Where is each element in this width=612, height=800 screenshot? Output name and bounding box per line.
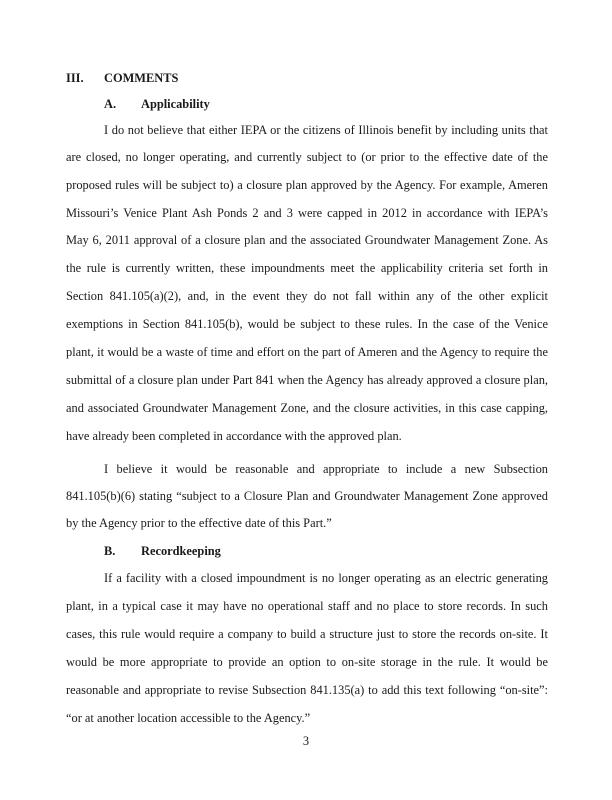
paragraph-line: the rule is currently written, these impoundments meet the applicability criteria set forth in xyxy=(66,261,548,275)
paragraph-line: exemptions in Section 841.105(b), would be subject to these rules. In the case of the Venice xyxy=(66,317,548,331)
section-number: III. xyxy=(66,71,84,85)
subsection-a-letter: A. xyxy=(104,97,117,111)
paragraph-line: proposed rules will be subject to) a closure plan approved by the Agency. For example, Ameren xyxy=(66,178,548,192)
page-number: 3 xyxy=(302,734,310,748)
paragraph-line: by the Agency prior to the effective date of this Part.” xyxy=(66,516,332,530)
section-title: COMMENTS xyxy=(104,71,179,85)
paragraph-line: Section 841.105(a)(2), and, in the event they do not fall within any of the other explicit xyxy=(66,289,548,303)
paragraph-line: Missouri’s Venice Plant Ash Ponds 2 and 3 were capped in 2012 in accordance with IEPA’s xyxy=(66,206,548,220)
paragraph-line: 841.105(b)(6) stating “subject to a Closure Plan and Groundwater Management Zone approved xyxy=(66,489,548,503)
paragraph-line: submittal of a closure plan under Part 841 when the Agency has already approved a closure plan, xyxy=(66,373,548,387)
paragraph-line: May 6, 2011 approval of a closure plan and the associated Groundwater Management Zone. As xyxy=(66,233,548,247)
paragraph-line: plant, it would be a waste of time and effort on the part of Ameren and the Agency to require the xyxy=(66,345,548,359)
paragraph-line: I believe it would be reasonable and appropriate to include a new Subsection xyxy=(104,462,548,476)
paragraph-line: have already been completed in accordance with the approved plan. xyxy=(66,429,402,443)
paragraph-line: and associated Groundwater Management Zone, and the closure activities, in this case capping, xyxy=(66,401,548,415)
paragraph-line: plant, in a typical case it may have no operational staff and no place to store records. In such xyxy=(66,599,548,613)
paragraph-line: are closed, no longer operating, and currently subject to (or prior to the effective date of the xyxy=(66,150,548,164)
paragraph-line: cases, this rule would require a company to build a structure just to store the records on-site. It xyxy=(66,627,548,641)
paragraph-line: I do not believe that either IEPA or the citizens of Illinois benefit by including units that xyxy=(104,123,548,137)
paragraph-line: If a facility with a closed impoundment is no longer operating as an electric generating xyxy=(104,571,548,585)
subsection-b-title: Recordkeeping xyxy=(141,544,221,558)
paragraph-line: would be more appropriate to provide an option to on-site storage in the rule. It would be xyxy=(66,655,548,669)
paragraph-line: reasonable and appropriate to revise Subsection 841.135(a) to add this text following “on-site”: xyxy=(66,683,548,697)
paragraph-line: “or at another location accessible to the Agency.” xyxy=(66,711,311,725)
subsection-a-title: Applicability xyxy=(141,97,210,111)
subsection-b-letter: B. xyxy=(104,544,116,558)
